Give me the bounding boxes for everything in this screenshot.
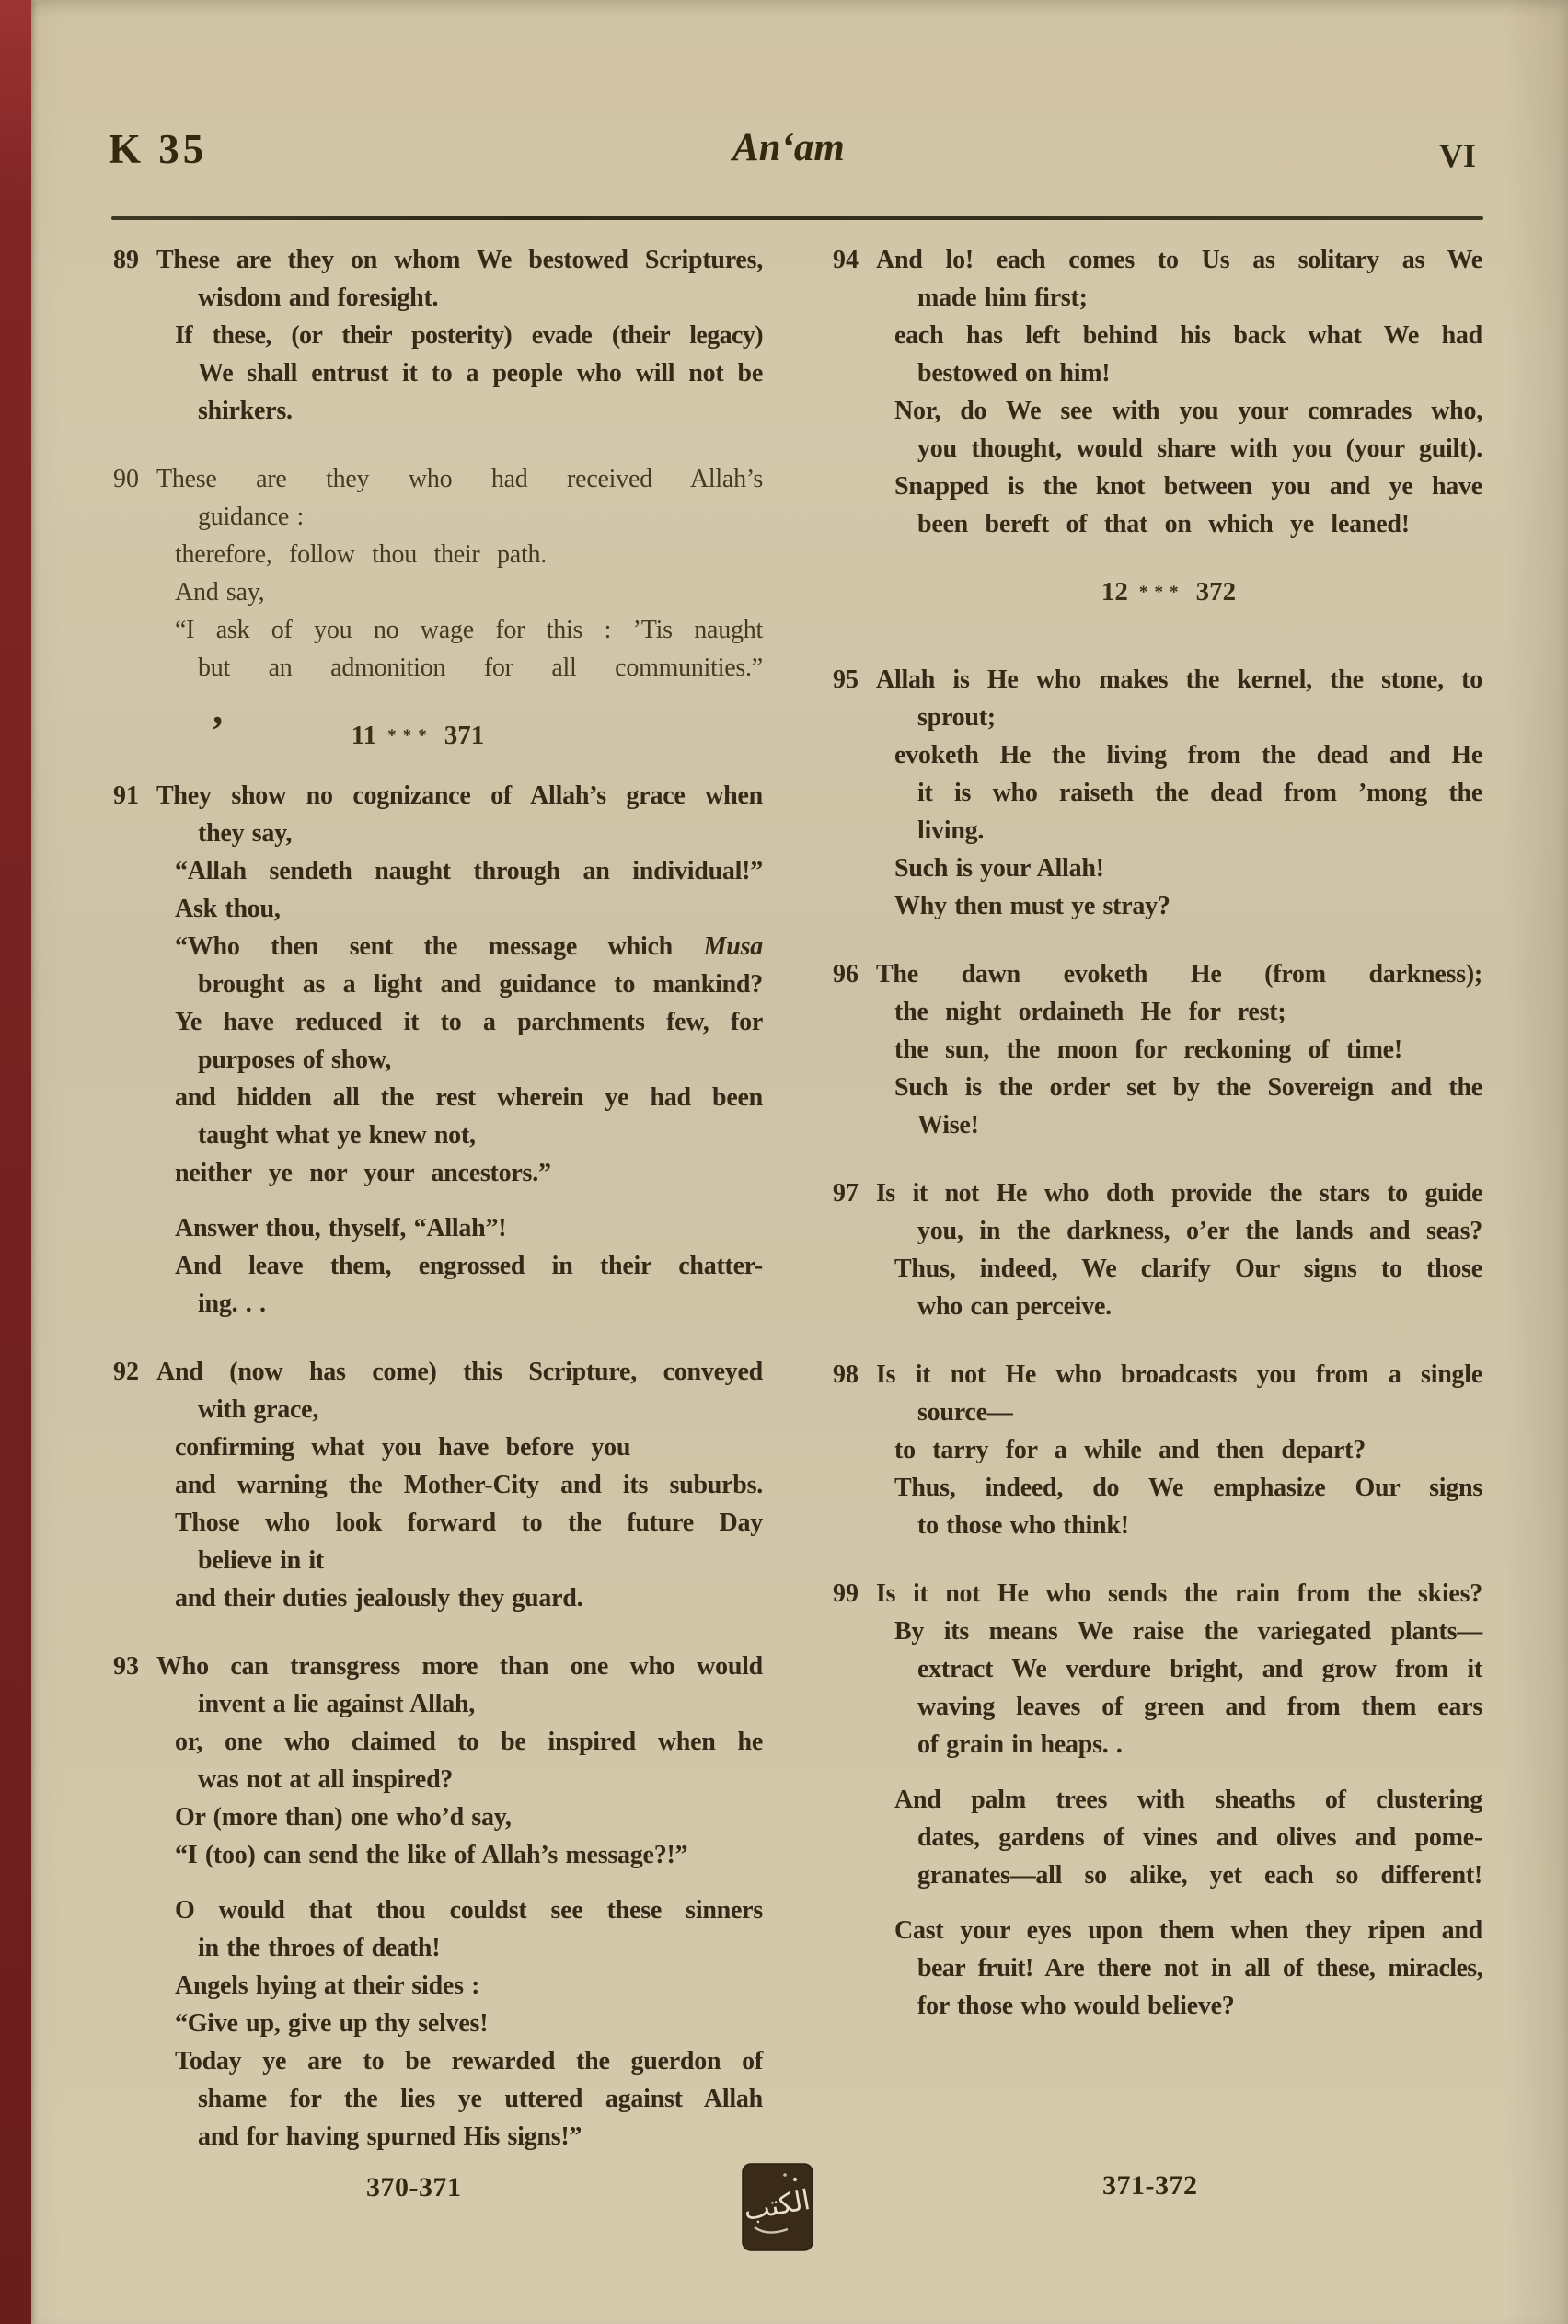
- verse-line: who can perceive.: [917, 1292, 1112, 1321]
- verse-90: [113, 460, 763, 687]
- section-marker: [113, 708, 763, 755]
- verse-line: “I ask of you no wage for this : ’Tis naught: [175, 616, 763, 644]
- verse-line: in the throes of death!: [198, 1934, 441, 1962]
- verse-line: and hidden all the rest wherein ye had been: [175, 1083, 763, 1112]
- verse-line: These are they on whom We bestowed Scriptures,: [156, 246, 763, 274]
- verse-line: Those who look forward to the future Day: [175, 1509, 763, 1537]
- verse-line: Wise!: [917, 1111, 979, 1139]
- verse-line: purposes of show,: [198, 1046, 391, 1074]
- verse-line: or, one who claimed to be inspired when he: [175, 1728, 763, 1756]
- verse-line: the sun, the moon for reckoning of time!: [894, 1035, 1402, 1064]
- verse-line: And (now has come) this Scripture, conveyed: [156, 1358, 763, 1386]
- footer-page-range-right: 371-372: [1102, 2170, 1198, 2201]
- verse-line: dates, gardens of vines and olives and pome-: [917, 1823, 1482, 1852]
- verse-line: “Allah sendeth naught through an individual!”: [175, 857, 763, 885]
- verse-line: And lo! each comes to Us as solitary as We: [876, 246, 1482, 274]
- seal-calligraphy-text: الكتب: [742, 2184, 813, 2228]
- verse-line: the night ordaineth He for rest;: [894, 998, 1286, 1026]
- verse-number: 95: [833, 665, 859, 694]
- verse-line: you thought, would share with you (your guilt).: [917, 434, 1482, 463]
- verse-line: And palm trees with sheaths of clustering: [894, 1786, 1482, 1814]
- verse-89: [113, 241, 763, 430]
- line-gap: [156, 1874, 763, 1891]
- verse-92: [113, 1353, 763, 1617]
- verse-line: you, in the darkness, o’er the lands and seas?: [917, 1217, 1482, 1245]
- verse-line: ing. . .: [198, 1289, 266, 1318]
- verse-line: waving leaves of green and from them ears: [917, 1693, 1482, 1721]
- verse-line: confirming what you have before you: [175, 1433, 631, 1462]
- verse-line: Ask thou,: [175, 895, 281, 923]
- verse-line: they say,: [198, 819, 293, 848]
- verse-line: it is who raiseth the dead from ’mong the: [917, 779, 1482, 807]
- stars-separator-icon: ***: [1138, 583, 1185, 603]
- verse-line: Nor, do We see with you your comrades who,: [894, 397, 1482, 425]
- verse-95: [833, 661, 1482, 925]
- section-page-number: 372: [1195, 577, 1237, 607]
- verse-line: Who can transgress more than one who would: [156, 1652, 763, 1681]
- verse-line: taught what ye knew not,: [198, 1121, 476, 1150]
- verse-94: [833, 241, 1482, 543]
- verse-line: evoketh He the living from the dead and He: [894, 741, 1482, 769]
- verse-line: We shall entrust it to a people who will not be: [198, 359, 763, 387]
- verse-line: shirkers.: [198, 397, 293, 425]
- line-gap: [156, 1192, 763, 1209]
- verse-line: for those who would believe?: [917, 1992, 1235, 2020]
- verse-number: 98: [833, 1360, 859, 1389]
- verse-line: living.: [917, 816, 985, 845]
- verse-line: Or (more than) one who’d say,: [175, 1803, 512, 1832]
- verse-line: Angels hying at their sides :: [175, 1971, 480, 2000]
- verse-line: “Who then sent the message which Musa: [175, 932, 763, 961]
- verse-line: granates—all so alike, yet each so different!: [917, 1861, 1482, 1890]
- verse-number: 96: [833, 960, 859, 989]
- verse-line: bestowed on him!: [917, 359, 1111, 387]
- verse-line: These are they who had received Allah’s: [156, 465, 763, 493]
- verse-line: shame for the lies ye uttered against Allah: [198, 2085, 763, 2113]
- verse-line: bear fruit! Are there not in all of these, miracles,: [917, 1954, 1482, 1983]
- section-marker-text: [1101, 573, 1236, 611]
- verse-number: 92: [113, 1358, 139, 1386]
- verse-line: And say,: [175, 578, 265, 607]
- text-column-right: [833, 241, 1482, 2055]
- verse-91: [113, 777, 763, 1323]
- verse-line: Is it not He who broadcasts you from a single: [876, 1360, 1482, 1389]
- verse-line: Allah is He who makes the kernel, the stone, to: [876, 665, 1482, 694]
- verse-line: Such is your Allah!: [894, 854, 1104, 883]
- verse-line: was not at all inspired?: [198, 1765, 454, 1794]
- verse-line: “I (too) can send the like of Allah’s message?!”: [175, 1841, 688, 1869]
- verse-line: of grain in heaps. .: [917, 1730, 1123, 1759]
- italic-word: Musa: [703, 932, 763, 961]
- section-marker: [833, 573, 1482, 611]
- verse-line: and for having spurned His signs!”: [198, 2122, 582, 2151]
- verse-number: 97: [833, 1179, 859, 1208]
- line-gap: [876, 1894, 1482, 1912]
- header-volume-label: K 35: [109, 126, 208, 172]
- verse-line: been bereft of that on which ye leaned!: [917, 510, 1410, 538]
- section-marker-text: [352, 717, 485, 755]
- verse-line: Cast your eyes upon them when they ripen and: [894, 1916, 1482, 1945]
- verse-line: neither ye nor your ancestors.”: [175, 1159, 551, 1187]
- verse-line: to those who think!: [917, 1511, 1129, 1540]
- verse-number: 93: [113, 1652, 139, 1681]
- verse-line: sprout;: [917, 703, 996, 732]
- verse-line: And leave them, engrossed in their chatter-: [175, 1252, 763, 1280]
- verse-number: 94: [833, 246, 859, 274]
- verse-line: to tarry for a while and then depart?: [894, 1436, 1366, 1464]
- header-surah-title: An‘am: [732, 126, 845, 169]
- verse-line: Thus, indeed, do We emphasize Our signs: [894, 1474, 1482, 1502]
- header-juz-number: VI: [1439, 137, 1477, 174]
- verse-96: [833, 955, 1482, 1144]
- verse-line: Such is the order set by the Sovereign and the: [894, 1073, 1482, 1102]
- verse-line: invent a lie against Allah,: [198, 1690, 476, 1718]
- arabic-calligraphy-seal-icon: [742, 2163, 813, 2251]
- verse-line: wisdom and foresight.: [198, 283, 439, 312]
- verse-line: made him first;: [917, 283, 1088, 312]
- book-edge-strip: [0, 0, 31, 2324]
- verse-line: brought as a light and guidance to mankind?: [198, 970, 763, 999]
- verse-line: and warning the Mother-City and its suburbs.: [175, 1471, 763, 1499]
- verse-line: and their duties jealously they guard.: [175, 1584, 583, 1613]
- verse-line: therefore, follow thou their path.: [175, 540, 547, 569]
- verse-number: 90: [113, 465, 139, 493]
- verse-line: Why then must ye stray?: [894, 892, 1170, 920]
- verse-number: 99: [833, 1579, 859, 1608]
- verse-line: Thus, indeed, We clarify Our signs to those: [894, 1254, 1482, 1283]
- verse-line: Is it not He who sends the rain from the skies?: [876, 1579, 1482, 1608]
- verse-line: source—: [917, 1398, 1013, 1427]
- ornament-icon: ’: [211, 708, 225, 753]
- verse-line: but an admonition for all communities.”: [198, 653, 763, 682]
- verse-line: believe in it: [198, 1546, 324, 1575]
- verse-line: They show no cognizance of Allah’s grace when: [156, 781, 763, 810]
- verse-line: with grace,: [198, 1395, 319, 1424]
- header-divider-rule: [111, 216, 1483, 220]
- verse-line: extract We verdure bright, and grow from it: [917, 1655, 1482, 1683]
- verse-line: Answer thou, thyself, “Allah”!: [175, 1214, 507, 1243]
- verse-line: Snapped is the knot between you and ye have: [894, 472, 1482, 501]
- verse-line: If these, (or their posterity) evade (their legacy): [175, 321, 763, 350]
- verse-line: O would that thou couldst see these sinners: [175, 1896, 763, 1925]
- verse-99: [833, 1575, 1482, 2025]
- section-page-number: 371: [444, 721, 485, 750]
- verse-98: [833, 1356, 1482, 1544]
- verse-line: each has left behind his back what We had: [894, 321, 1482, 350]
- section-number: 11: [351, 721, 377, 750]
- verse-line: Is it not He who doth provide the stars to guide: [876, 1179, 1482, 1208]
- text-column-left: [113, 241, 763, 2186]
- section-number: 12: [1101, 577, 1128, 607]
- verse-line: By its means We raise the variegated plants—: [894, 1617, 1482, 1646]
- verse-line: Today ye are to be rewarded the guerdon of: [175, 2047, 763, 2075]
- stars-separator-icon: ***: [387, 726, 433, 746]
- verse-97: [833, 1174, 1482, 1325]
- verse-line: guidance :: [198, 503, 305, 531]
- verse-number: 89: [113, 246, 139, 274]
- verse-93: [113, 1648, 763, 2156]
- line-gap: [876, 1763, 1482, 1781]
- verse-line: “Give up, give up thy selves!: [175, 2009, 489, 2038]
- verse-line: The dawn evoketh He (from darkness);: [876, 960, 1482, 989]
- verse-number: 91: [113, 781, 139, 810]
- verse-line: Ye have reduced it to a parchments few, for: [175, 1008, 763, 1036]
- footer-page-range-left: 370-371: [366, 2172, 462, 2203]
